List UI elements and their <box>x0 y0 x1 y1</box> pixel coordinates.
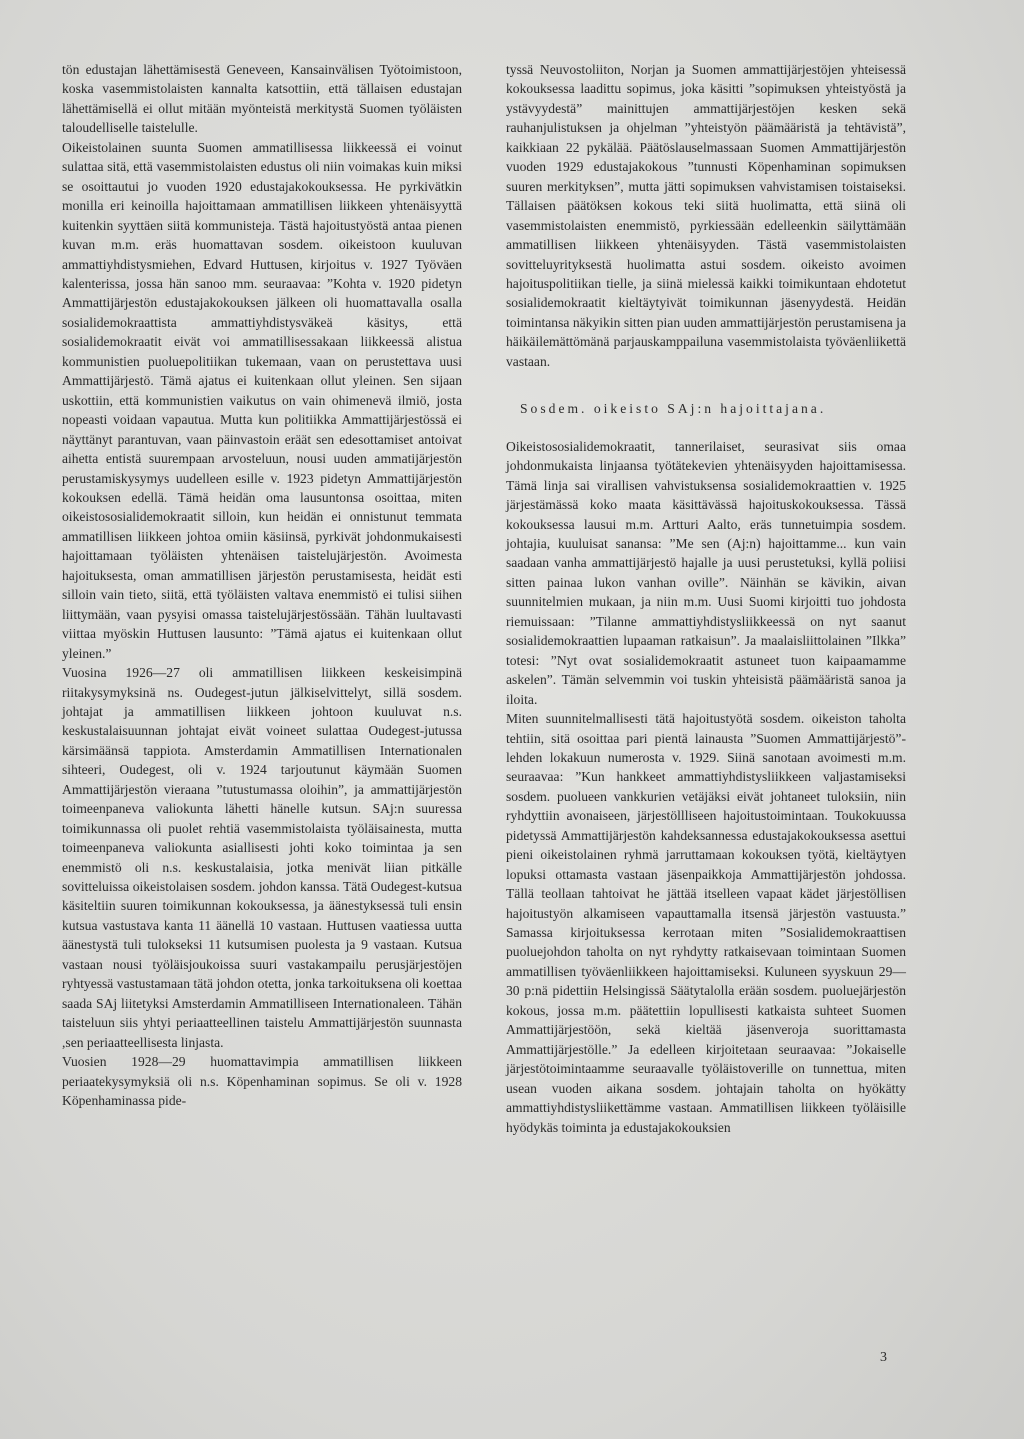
left-column <box>62 60 462 1110</box>
paragraph: Vuosien 1928—29 huomattavimpia ammatillisen liikkeen periaatekysymyksiä oli n.s. Köpenhaminan sopimus. Se oli v. 1928 Köpenhaminassa pide- <box>62 1054 462 1109</box>
page-number: 3 <box>880 1350 887 1365</box>
paragraph: Miten suunnitelmallisesti tätä hajoitustyötä sosdem. oikeiston taholta tehtiin, sitä osoittaa pari pientä lainausta ”Suomen Ammattijärjestö”-lehden lokakuun numerosta v. 1929. Siinä sanotaan avoimesti m.m. seuraavaa: ”Kun hankkeet ammattiyhdistysliikkeen valjastamiseksi sosdem. puolueen vankkurien vetäjäksi eivät johtaneet tuloksiin, niin ryhdyttiin avonaiseen, järjestöllliseen hajoitustoimintaan. Toukokuussa pidetyssä Ammattijärjestön kahdeksannessa edustajakokouksessa asettui pieni oikeistolainen ryhmä jarruttamaan kokouksen työtä, kieltäytyen lopuksi ottamasta vastaan jäsenpaikkoja Ammattijärjestön johdossa. Tällä teollaan tahtoivat he jättää itselleen vapaat kädet järjestöllisen hajoitustyön alkamiseen vapauttamalla itsensä järjestön vastuusta.” Samassa kirjoituksessa kerrotaan miten ”Sosialidemokraattisen puoluejohdon taholta on nyt ryhdytty ratkaisevaan toimintaan Suomen ammatillisen työväenliikkeen hajoittamiseksi. Kuluneen syyskuun 29—30 p:nä pidettiin Helsingissä Säätytalolla erään sosdem. puoluejärjestön kokous, jossa m.m. päätettiin lopullisesti katkaista suhteet Suomen Ammattijärjestöön, sekä kieltää jäsenveroja suorittamasta Ammattijärjestölle.” Ja edelleen kirjoitetaan seuraavaa: ”Jokaiselle järjestötoimintaamme seuraavalle työläistoverille on tunnettua, miten usean vuoden aikana sosdem. johtajain taholta on hyökätty ammattiyhdistysliikettämme vastaan. Ammatillisen liikkeen työläisille hyödykäs toiminta ja edustajakokouksien <box>506 711 906 1135</box>
paragraph: Oikeistososialidemokraatit, tannerilaiset, seurasivat siis omaa johdonmukaista linjaansa työtätekevien yhtenäisyyden hajoittamisessa. Tämä linja sai virallisen vahvistuksensa sosialidemokraattien v. 1925 järjestämässä koko maata käsittävässä hajoituskokouksessa. Tässä kokouksessa lausui m.m. Artturi Aalto, eräs tunnetuimpia sosdem. johtajia, kuuluisat sanansa: ”Me sen (Aj:n) hajoittamme... kun vain saadaan vanha ammattijärjestö hajalle ja uusi perustetuksi, kyllä poliisi sitten painaa lukon vanhan oville”. Näinhän se kävikin, aivan suunnitelmien mukaan, ja niin m.m. Uusi Suomi kirjoitti tuo johdosta riemuissaan: ”Tilanne ammattiyhdistysliikkeessä on nyt saanut sosialidemokraattien lupaaman ratkaisun”. Ja maalaisliittolainen ”Ilkka” totesi: ”Nyt ovat sosialidemokraatit astuneet tuon kaipaamamme askelen”. Tämän selvemmin voi tuskin yhteisistä päämääristä sanoa ja iloita. <box>506 438 906 707</box>
paragraph: Vuosina 1926—27 oli ammatillisen liikkeen keskeisimpinä riitakysymyksinä ns. Oudegest-jutun jälkiselvittelyt, sillä sosdem. johtajat ja ammatillisen liikkeen johtoon kuuluvat n.s. keskustalaisuunnan johtajat eivät voineet sulattaa Oudegest-jutussa kärsimäänsä tappiota. Amsterdamin Ammatillisen Internationalen sihteeri, Oudegest, oli v. 1924 tarjoutunut käymään Suomen Ammattijärjestön vieraana ”tutustumassa oloihin”, ja ammattijärjestön toimeenpaneva valiokunta lähetti hänelle kutsun. SAj:n suuressa toimikunnassa oli puolet rehtiä vasemmistolaista työläisainesta, mutta toimeenpaneva valiokunta asiallisesti johti koko toimintaa ja sen enemmistö oli n.s. keskustalaisia, jotka menivät liian pitkälle sovitteluissa oikeistolaisen sosdem. johdon kanssa. Tätä Oudegest-kutsua käsiteltiin suuren toimikunnan kokouksessa, ja äänestyksessä tuli ensin kutsua vastustava kanta 11 äänellä 10 vastaan. Huttusen vaatiessa uutta äänestystä tuli tulokseksi 11 kutsumisen puolesta ja 9 vastaan. Kutsua vastaan nousi työläisjoukoissa suuri vastakampailu perusjärjestöjen ryhtyessä vastustamaan tätä johdon otetta, jonka tarkoituksena oli koettaa saada SAj liitetyksi Amsterdamin Ammatilliseen Internationaleen. Tähän taisteluun siis yhtyi periaatteellinen taistelu Ammattijärjestön suunnasta ,sen periaatteellisesta linjasta. <box>62 665 462 1050</box>
paragraph: Oikeistolainen suunta Suomen ammatillisessa liikkeessä ei voinut sulattaa sitä, että vasemmistolaisten edustus oli niin voimakas kuin miksi se osoittautui jo vuoden 1920 edustajakokouksessa. He pyrkivätkin monilla eri keinoilla hajoittamaan ammatillisen liikkeen yhtenäisyyttä kuitenkin syyttäen siitä kommunisteja. Tästä hajoitustyöstä antaa pienen kuvan m.m. eräs huomattavan sosdem. oikeistoon kuuluvan ammattiyhdistysmiehen, Edvard Huttusen, kirjoitus v. 1927 Työväen kalenterissa, jossa hän sanoo mm. seuraavaa: ”Kohta v. 1920 pidetyn Ammattijärjestön edustajakokouksen jälkeen oli huomattavalla osalla sosialidemokraattista ammattiyhdistysväkeä käsitys, että sosialidemokraatit eivät voi ammatillisessakaan liikkeessä alistua kommunistien puoluepolitiikan tukemaan, vaan on perustettava uusi Ammattijärjestö. Tämä ajatus ei kuitenkaan ollut yleinen. Sen sijaan uskottiin, että kommunistien vaikutus on vain ohimenevä ilmiö, josta nopeasti voidaan vapautua. Mutta kun politiikka Ammattijärjestössä ei näyttänyt parantuvan, vaan päinvastoin eräät sen edesottamiset antoivat aihetta entistä suurempaan arvosteluun, nousi uuden ammatijärjestön perustamiskysymys uudelleen esille v. 1923 pidetyn Ammattijärjestön kokouksen edellä. Tämä heidän oma lausuntonsa osoittaa, miten oikeistososialidemokraatit silloin, kun heidän ei onnistunut temmata ammatillisen liikkeen johtoa omiin käsiinsä, pyrkivät johdonmukaisesti hajoittamaan työläisten yhtenäisen taistelujärjestön. Avoimesta hajoituksesta, oman ammatillisen järjestön perustamisesta, heidät esti silloin vain tieto, siitä, että työläisten valtava enemmistö ei tulisi siihen liittymään, vaan pysyisi omassa taistelujärjestössään. Tähän luultavasti viittaa myöskin Huttusen lausunto: ”Tämä ajatus ei kuitenkaan ollut yleinen.” <box>62 139 462 661</box>
paragraph: tyssä Neuvostoliiton, Norjan ja Suomen ammattijärjestöjen yhteisessä kokouksessa laadittu sopimus, joka käsitti ”sopimuksen yhteistyöstä ja ystävyydestä” mainittujen ammattijärjestöjen kesken sekä rauhanjulistuksen ja ohjelman ”yhteistyön päämääristä ja tehtävistä”, kaikkiaan 22 pykälää. Päätöslauselmassaan Suomen Ammattijärjestön vuoden 1929 edustajakokous ”tunnusti Köpenhaminan sopimuksen suuren merkityksen”, mutta jätti sopimuksen vahvistamisen toistaiseksi. Tällaisen päätöksen kokous teki siitä huolimatta, että siinä oli vasemmistolaisten enemmistö, pyrkiessään edelleenkin säilyttämään ammatillisen liikkeen yhtenäisyyden. Tästä vasemmistolaisten sovitteluyrityksestä huolimatta astui sosdem. oikeisto avoimen hajoituspolitiikan tielle, ja siinä mielessä kaikki toimikuntaan ehdotetut sosialidemokraatit kieltäytyivät toimikunnan jäsenyydestä. Heidän toimintansa näkyikin sitten pian uuden ammattijärjestön perustamisena ja häikäilemättömänä parjauskamppailuna vasemmistolaista työväenliikettä vastaan. <box>506 62 906 369</box>
paragraph: tön edustajan lähettämisestä Geneveen, Kansainvälisen Työtoimistoon, koska vasemmistolaisten kannalta katsottiin, että tällaisen edustajan lähettämisellä ei ollut mitään myönteistä merkitystä Suomen työläisten taloudelliselle taistelulle. <box>62 62 462 136</box>
section-heading: Sosdem. oikeisto SAj:n hajoittajana. <box>520 401 827 417</box>
right-column <box>506 60 906 1137</box>
